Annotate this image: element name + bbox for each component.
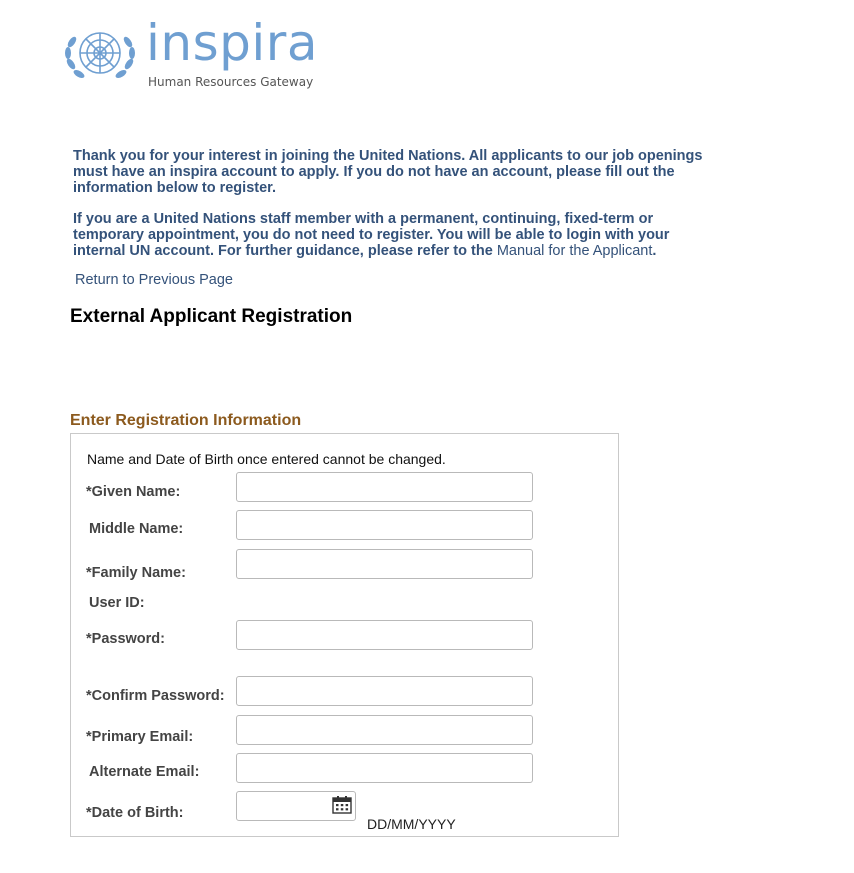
alternate-email-input[interactable] bbox=[236, 753, 533, 783]
family-name-input[interactable] bbox=[236, 549, 533, 579]
password-label: *Password: bbox=[86, 631, 165, 647]
dob-label: *Date of Birth: bbox=[86, 805, 184, 821]
given-name-label: *Given Name: bbox=[86, 484, 181, 500]
intro-paragraph-2 bbox=[73, 211, 723, 259]
brand-tagline: Human Resources Gateway bbox=[148, 75, 314, 89]
brand-name: inspira bbox=[146, 14, 318, 72]
middle-name-input[interactable] bbox=[236, 510, 533, 540]
intro-paragraph-1: Thank you for your interest in joining the United Nations. All applicants to our job openings must have an inspira account to apply. If you do not have an account, please fill out the information below to register. bbox=[73, 148, 703, 196]
confirm-password-input[interactable] bbox=[236, 676, 533, 706]
intro-paragraph-2-text: If you are a United Nations staff member with a permanent, continuing, fixed-term or temporary appointment, you do not need to register. You will be able to login with your internal UN account. For further guidance, please refer to the bbox=[73, 211, 670, 259]
intro-text bbox=[73, 148, 723, 274]
primary-email-input[interactable] bbox=[236, 715, 533, 745]
confirm-password-label: *Confirm Password: bbox=[86, 688, 225, 704]
page-title: External Applicant Registration bbox=[70, 306, 353, 327]
un-emblem-icon bbox=[60, 20, 140, 86]
dob-format-hint: DD/MM/YYYY bbox=[367, 816, 456, 832]
manual-link[interactable]: Manual for the Applicant bbox=[496, 243, 653, 259]
inspira-logo bbox=[60, 14, 320, 90]
user-id-label: User ID: bbox=[89, 595, 145, 611]
given-name-input[interactable] bbox=[236, 472, 533, 502]
return-link[interactable]: Return to Previous Page bbox=[75, 272, 233, 288]
family-name-label: *Family Name: bbox=[86, 565, 186, 581]
alternate-email-label: Alternate Email: bbox=[89, 764, 200, 780]
intro-paragraph-2-end: . bbox=[652, 243, 657, 259]
form-note: Name and Date of Birth once entered cannot be changed. bbox=[87, 451, 446, 467]
middle-name-label: Middle Name: bbox=[89, 521, 184, 537]
section-title: Enter Registration Information bbox=[70, 412, 302, 429]
calendar-icon[interactable] bbox=[332, 796, 352, 814]
password-input[interactable] bbox=[236, 620, 533, 650]
primary-email-label: *Primary Email: bbox=[86, 729, 194, 745]
